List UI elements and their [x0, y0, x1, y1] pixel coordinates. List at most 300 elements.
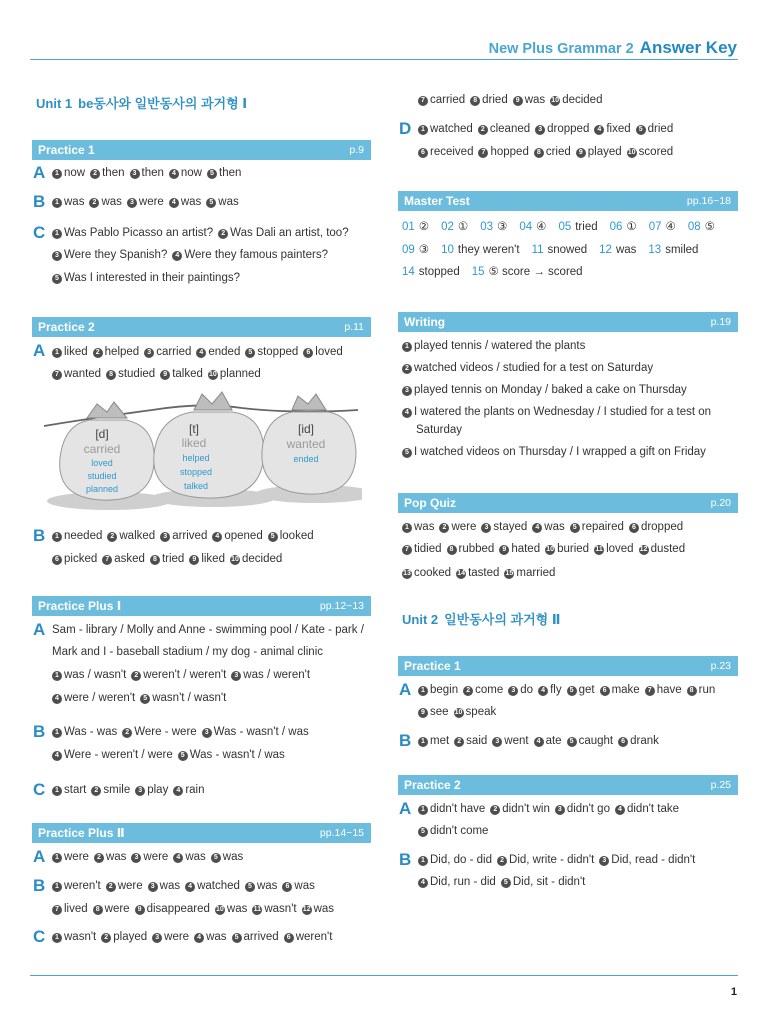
question-answer: ⑤ score → scored	[488, 266, 583, 278]
question-number: 02	[441, 221, 454, 233]
page-number: 1	[730, 986, 737, 998]
sack-word: helped	[182, 453, 210, 463]
answer-number-badge: 2	[89, 198, 99, 208]
answer-number-badge: 11	[253, 906, 262, 913]
answer-text: didn't come	[430, 825, 489, 837]
answer-text: opened	[224, 530, 263, 542]
answer-text: have	[656, 684, 682, 696]
question-answer: ①	[626, 221, 637, 233]
question-answer: ④	[665, 221, 676, 233]
writing-page: p.19	[710, 316, 731, 328]
question-answer: ①	[457, 221, 469, 233]
answer-text: Were they Spanish?	[64, 249, 168, 261]
question-number: 14	[402, 266, 415, 278]
answer-number-badge: 10	[627, 149, 636, 156]
u2-practice1-title: Practice 1	[404, 659, 461, 673]
answer-text: smile	[103, 784, 131, 796]
answer-number-badge: 3	[127, 198, 137, 208]
answer-number-badge: 4	[169, 198, 179, 208]
answer-line	[418, 802, 684, 816]
u1p1-a-letter: A	[33, 163, 46, 182]
answer-text: was	[206, 931, 227, 943]
answer-text: was	[64, 196, 85, 208]
answer-number-badge: 8	[447, 545, 457, 555]
answer-number-badge: 15	[505, 570, 514, 577]
u1-plus1-title: Practice Plus Ⅰ	[38, 599, 122, 613]
answer-text: looked	[279, 530, 314, 542]
sack-main-word: wanted	[286, 437, 326, 451]
answer-number-badge: 2	[402, 364, 412, 374]
answer-text: rain	[185, 784, 205, 796]
answer-number-badge: 1	[52, 198, 62, 208]
unit2-label: Unit 2	[402, 612, 439, 627]
answer-number-badge: 2	[439, 523, 449, 533]
answer-number-badge: 2	[91, 786, 101, 796]
answer-text: hated	[511, 543, 541, 555]
answer-text: Were - weren't / were	[64, 749, 173, 761]
answer-number-badge: 2	[90, 169, 100, 179]
answer-text: fly	[550, 684, 562, 696]
answer-number-badge: 4	[173, 853, 183, 863]
answer-number-badge: 3	[481, 523, 491, 533]
u1-practice1-bar	[32, 140, 371, 160]
answer-number-badge: 6	[303, 348, 313, 358]
answer-number-badge: 1	[52, 532, 62, 542]
answer-text: watched	[197, 880, 240, 892]
answer-text: planned	[219, 368, 261, 380]
answer-number-badge: 4	[538, 686, 548, 696]
answer-line	[52, 345, 348, 359]
answer-text: come	[475, 684, 504, 696]
answer-text: Was Pablo Picasso an artist?	[64, 227, 214, 239]
sack-word: studied	[87, 471, 117, 481]
answer-line	[52, 226, 354, 240]
sack-neck	[87, 402, 127, 418]
sack-word: ended	[293, 454, 319, 464]
answer-text: was	[256, 880, 278, 892]
writing-title: Writing	[404, 315, 446, 329]
answer-number-badge: 7	[52, 370, 62, 380]
unit1-label: Unit 1	[36, 96, 73, 111]
answer-text: Did, do - did	[430, 854, 493, 866]
answer-text: ended	[208, 346, 241, 358]
answer-number-badge: 2	[497, 856, 507, 866]
question-number: 08	[687, 221, 701, 233]
answer-text: begin	[430, 684, 459, 696]
answer-number-badge: 1	[52, 933, 62, 943]
answer-text-line: Mark and I - baseball stadium / my dog - animal clinic	[52, 646, 323, 658]
answer-text: was	[185, 851, 206, 863]
answer-number-badge: 7	[402, 545, 412, 555]
answer-number-badge: 5	[178, 751, 188, 761]
answer-line	[418, 122, 678, 136]
answer-text: were	[451, 521, 477, 533]
answer-text: wanted	[64, 368, 102, 380]
answer-text: weren't / weren't	[143, 669, 227, 681]
answer-number-badge: 9	[576, 148, 586, 158]
answer-key-title: Answer Key	[639, 38, 737, 57]
u1-plus2-page: pp.14~15	[319, 827, 364, 839]
answer-text: were / weren't	[64, 692, 136, 704]
answer-line	[402, 445, 711, 459]
answer-line	[418, 93, 607, 107]
answer-text: were	[117, 880, 143, 892]
answer-text: played	[587, 146, 622, 158]
question-answer: ④	[536, 221, 547, 233]
answer-number-badge: 5	[567, 737, 577, 747]
answer-text: arrived	[172, 530, 208, 542]
answer-number-badge: 1	[52, 728, 62, 738]
u1-practice1-page: p.9	[349, 144, 364, 156]
answer-text: were	[104, 903, 130, 915]
sack-word: planned	[85, 484, 119, 494]
answer-line	[52, 195, 244, 209]
answer-text: carried	[430, 94, 466, 106]
answer-text: was	[294, 880, 315, 892]
answer-text: speak	[465, 706, 497, 718]
answer-number-badge: 8	[470, 96, 480, 106]
answer-number-badge: 9	[418, 708, 428, 718]
u1pp1-a-letter: A	[33, 620, 46, 639]
answer-line	[52, 668, 315, 682]
sack-word: loved	[91, 458, 113, 468]
sack-sound-label: [t]	[188, 422, 200, 436]
answer-text: didn't take	[626, 803, 680, 815]
answer-text: said	[466, 735, 488, 747]
answer-text: lived	[64, 903, 88, 915]
master-test-row	[402, 219, 727, 233]
u1-plus1-bar	[32, 596, 371, 616]
sack-main-word: carried	[83, 442, 121, 456]
u1pp2-b-letter: B	[33, 876, 46, 895]
answer-text: stopped	[257, 346, 299, 358]
answer-number-badge: 3	[508, 686, 518, 696]
answer-number-badge: 3	[202, 728, 212, 738]
sound-sacks-illustration	[42, 388, 362, 518]
answer-text-line: Sam - library / Molly and Anne - swimming pool / Kate - park /	[52, 624, 364, 636]
question-number: 15	[471, 266, 485, 278]
answer-line	[402, 520, 688, 534]
answer-number-badge: 2	[101, 933, 111, 943]
u1pp2-a-letter: A	[33, 847, 46, 866]
answer-number-badge: 5	[418, 827, 428, 837]
answer-line	[52, 850, 248, 864]
answer-line	[52, 529, 319, 543]
answer-number-badge: 10	[231, 556, 239, 563]
answer-line	[418, 824, 493, 838]
master-test-page: pp.16~18	[686, 195, 731, 207]
answer-number-badge: 2	[218, 229, 228, 239]
u1p2-a-letter: A	[33, 341, 46, 360]
answer-number-badge: 3	[402, 386, 412, 396]
answer-text: watched videos / studied for a test on Saturday	[414, 362, 654, 374]
answer-text: then	[219, 167, 242, 179]
u2p1-a-letter: A	[399, 680, 412, 699]
answer-number-badge: 1	[402, 342, 412, 352]
writing-bar	[398, 312, 738, 332]
answer-text: wasn't	[264, 903, 297, 915]
answer-text: loved	[606, 543, 634, 555]
answer-line	[402, 405, 716, 419]
sack-neck	[292, 394, 326, 410]
answer-number-badge: 1	[52, 348, 62, 358]
answer-text: wasn't / wasn't	[152, 692, 227, 704]
answer-number-badge: 9	[189, 555, 199, 565]
answer-number-badge: 2	[490, 805, 500, 815]
answer-line	[52, 691, 231, 705]
u1p1-c-letter: C	[33, 223, 46, 242]
answer-text: make	[611, 684, 640, 696]
unit1-title	[36, 93, 247, 112]
answer-text: then	[141, 167, 164, 179]
answer-text: Were - were	[134, 726, 197, 738]
answer-number-badge: 6	[52, 555, 62, 565]
answer-text: talked	[172, 368, 203, 380]
answer-text: helped	[104, 346, 140, 358]
question-number: 03	[480, 221, 494, 233]
u2p2-b-letter: B	[399, 850, 412, 869]
answer-line	[52, 930, 337, 944]
answer-number-badge: 3	[130, 169, 140, 179]
answer-number-badge: 5	[140, 694, 150, 704]
answer-number-badge: 3	[599, 856, 609, 866]
question-answer: tried	[575, 221, 598, 233]
answer-text: caught	[578, 735, 614, 747]
answer-text: studied	[118, 368, 156, 380]
answer-number-badge: 1	[52, 229, 62, 239]
answer-text: played	[113, 931, 148, 943]
answer-text: was	[313, 903, 335, 915]
u1-practice2-title: Practice 2	[38, 320, 95, 334]
answer-text: was / weren't	[243, 669, 311, 681]
answer-text: Did, read - didn't	[611, 854, 696, 866]
answer-text: Did, write - didn't	[509, 854, 595, 866]
answer-text: dried	[647, 123, 674, 135]
answer-line	[402, 566, 560, 580]
answer-text: cooked	[414, 567, 452, 579]
answer-number-badge: 3	[131, 853, 141, 863]
answer-text: decided	[241, 553, 283, 565]
question-answer: stopped	[418, 266, 460, 278]
answer-line-continuation: Saturday	[416, 424, 463, 436]
answer-number-badge: 4	[532, 523, 542, 533]
answer-line	[402, 542, 690, 556]
u1-practice1-title: Practice 1	[38, 143, 95, 157]
question-number: 11	[531, 244, 544, 256]
unit2-title	[402, 609, 560, 628]
u2-practice1-page: p.23	[710, 660, 731, 672]
answer-number-badge: 2	[122, 728, 132, 738]
u1-plus1-page: pp.12~13	[319, 600, 364, 612]
answer-key-header	[489, 38, 737, 58]
answer-text: then	[102, 167, 125, 179]
answer-text: tried	[161, 553, 185, 565]
header-divider	[30, 59, 738, 60]
answer-number-badge: 6	[618, 737, 628, 747]
master-test-row	[402, 264, 595, 278]
answer-number-badge: 4	[212, 532, 222, 542]
u1-practice2-bar	[32, 317, 371, 337]
answer-number-badge: 4	[169, 169, 179, 179]
answer-number-badge: 5	[268, 532, 278, 542]
answer-text: buried	[557, 543, 590, 555]
answer-text: rubbed	[458, 543, 495, 555]
u1pp2-d-letter: D	[399, 119, 412, 138]
answer-number-badge: 3	[148, 882, 158, 892]
answer-number-badge: 1	[418, 686, 428, 696]
answer-number-badge: 6	[284, 933, 294, 943]
answer-line	[52, 552, 287, 566]
answer-number-badge: 5	[636, 125, 646, 135]
answer-text: fixed	[606, 123, 631, 135]
answer-number-badge: 5	[567, 686, 577, 696]
master-test-row	[402, 242, 710, 256]
answer-line	[418, 734, 664, 748]
answer-text: dried	[482, 94, 508, 106]
answer-number-badge: 10	[208, 371, 217, 378]
answer-text: play	[147, 784, 169, 796]
answer-number-badge: 3	[231, 671, 241, 681]
answer-number-badge: 1	[52, 882, 62, 892]
sack-word: stopped	[179, 467, 213, 477]
answer-text: weren't	[64, 880, 101, 892]
answer-text: received	[430, 146, 474, 158]
answer-text: disappeared	[146, 903, 210, 915]
question-number: 13	[648, 244, 662, 256]
u1-plus2-bar	[32, 823, 371, 843]
answer-number-badge: 13	[403, 570, 411, 577]
answer-number-badge: 2	[454, 737, 464, 747]
answer-text: weren't	[295, 931, 333, 943]
answer-number-badge: 2	[478, 125, 488, 135]
answer-text: Was - wasn't / was	[213, 726, 309, 738]
answer-number-badge: 4	[52, 694, 62, 704]
answer-text: dropped	[547, 123, 590, 135]
answer-number-badge: 3	[152, 933, 162, 943]
answer-number-badge: 10	[546, 546, 554, 553]
question-number: 01	[402, 221, 415, 233]
answer-text: didn't go	[566, 803, 610, 815]
answer-number-badge: 3	[160, 532, 170, 542]
answer-text: liked	[201, 553, 225, 565]
answer-text: went	[504, 735, 529, 747]
answer-line	[402, 361, 658, 375]
answer-text: was	[180, 196, 202, 208]
u1pp1-c-letter: C	[33, 780, 46, 799]
answer-text: dropped	[640, 521, 684, 533]
answer-number-badge: 5	[570, 523, 580, 533]
answer-text: wasn't	[64, 931, 97, 943]
answer-number-badge: 1	[418, 125, 428, 135]
answer-text: run	[698, 684, 716, 696]
master-test-bar	[398, 191, 738, 211]
answer-line	[52, 367, 266, 381]
answer-number-badge: 1	[418, 805, 428, 815]
master-test-title: Master Test	[404, 194, 470, 208]
answer-number-badge: 7	[418, 96, 428, 106]
question-number: 07	[648, 221, 662, 233]
answer-text: Did, sit - didn't	[512, 876, 586, 888]
answer-text: were	[164, 931, 190, 943]
question-number: 12	[599, 244, 612, 256]
answer-text: Was Dali an artist, too?	[230, 227, 349, 239]
answer-text: was	[414, 521, 435, 533]
question-answer: smiled	[665, 244, 699, 256]
answer-number-badge: 14	[457, 570, 465, 577]
answer-line	[402, 383, 692, 397]
pop-quiz-page: p.20	[710, 497, 731, 509]
answer-text: now	[180, 167, 202, 179]
answer-text: Was I interested in their paintings?	[64, 272, 240, 284]
answer-line	[418, 683, 720, 697]
answer-text: hopped	[490, 146, 529, 158]
question-number: 04	[519, 221, 533, 233]
answer-number-badge: 5	[211, 853, 221, 863]
answer-number-badge: 1	[52, 853, 62, 863]
answer-number-badge: 1	[52, 169, 62, 179]
unit2-subtitle: 일반동사의 과거형 Ⅱ	[444, 612, 561, 627]
answer-line	[52, 271, 245, 285]
answer-text: was / wasn't	[64, 669, 127, 681]
answer-number-badge: 10	[454, 709, 463, 716]
answer-number-badge: 12	[639, 546, 648, 553]
answer-text: do	[520, 684, 534, 696]
answer-number-badge: 1	[418, 737, 428, 747]
answer-text: were	[64, 851, 89, 863]
answer-number-badge: 4	[52, 751, 62, 761]
answer-number-badge: 7	[102, 555, 112, 565]
answer-number-badge: 9	[513, 96, 523, 106]
answer-number-badge: 4	[196, 348, 206, 358]
answer-text: played tennis on Monday / baked a cake on Thursday	[414, 384, 687, 396]
answer-text: tasted	[468, 567, 500, 579]
footer-divider	[30, 975, 738, 976]
u1pp1-b-letter: B	[33, 722, 46, 741]
answer-line	[52, 725, 314, 739]
answer-text: I watered the plants on Wednesday / I studied for a test on	[414, 406, 712, 418]
answer-text: married	[516, 567, 556, 579]
answer-text: start	[64, 784, 87, 796]
answer-number-badge: 11	[595, 546, 603, 553]
answer-text: liked	[64, 346, 88, 358]
answer-number-badge: 3	[52, 251, 62, 261]
question-number: 06	[609, 221, 623, 233]
answer-line	[418, 875, 590, 889]
question-answer: ②	[418, 221, 430, 233]
answer-number-badge: 9	[499, 545, 509, 555]
book-series-title: New Plus Grammar 2	[488, 41, 634, 57]
answer-number-badge: 10	[216, 906, 224, 913]
answer-number-badge: 3	[535, 125, 545, 135]
sack-sound-label: [id]	[297, 422, 315, 436]
u1p1-b-letter: B	[33, 192, 46, 211]
question-answer: ③	[418, 244, 430, 256]
answer-text: see	[430, 706, 449, 718]
answer-text: played tennis / watered the plants	[414, 340, 586, 352]
answer-text: was	[218, 196, 239, 208]
answer-text: asked	[114, 553, 145, 565]
answer-number-badge: 6	[282, 882, 292, 892]
u2-practice2-bar	[398, 775, 738, 795]
answer-text: stayed	[493, 521, 528, 533]
answer-text: was	[101, 196, 122, 208]
answer-text: were	[143, 851, 169, 863]
sack-main-word: liked	[181, 436, 207, 450]
answer-text: I watched videos on Thursday / I wrapped a gift on Friday	[414, 446, 706, 458]
answer-number-badge: 8	[106, 370, 116, 380]
answer-number-badge: 3	[555, 805, 565, 815]
u1p2-b-letter: B	[33, 526, 46, 545]
